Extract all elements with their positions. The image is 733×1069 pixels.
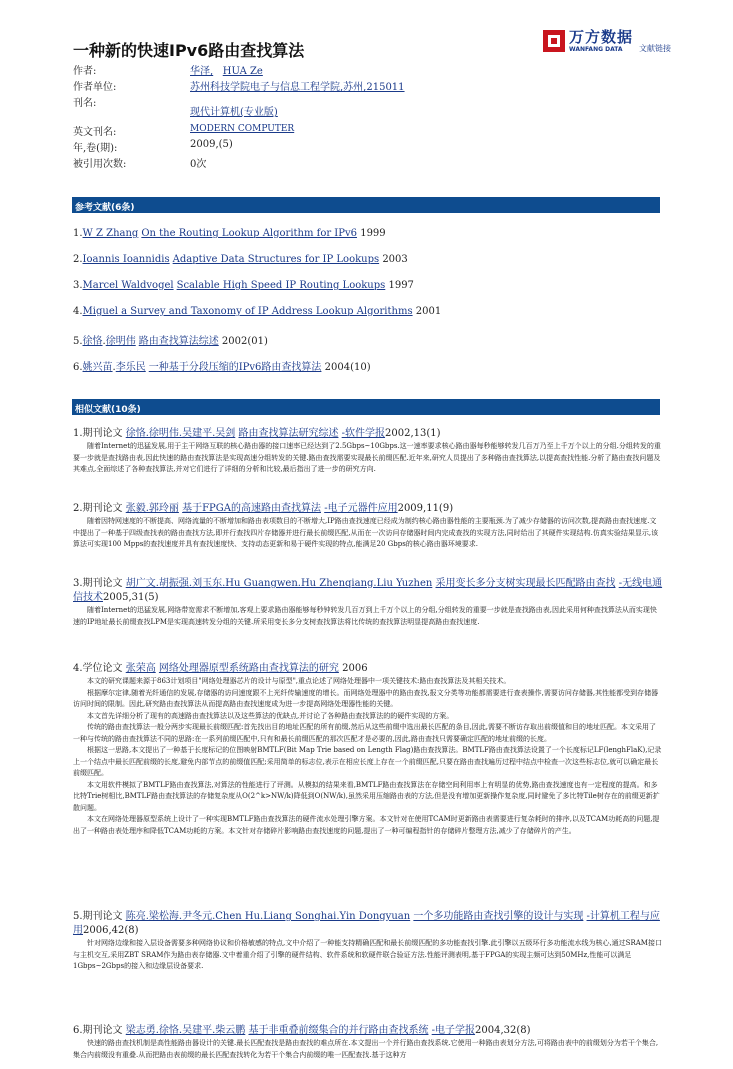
similar-abstract: 随着Internet的迅猛发展,网络带宽需求不断增加,客观上要求路由器能够每秒钟转发几百万到上千万个以上的分组,分组转发的重要一步就是查找路由表,因此采用何种查找算法从而实现快速的IP地址最长前缀查找LPM是实现高速转发分组的关键.所采用变长多分支树查找算法将比传统的查找算法明显提高路由查找速度.: [73, 606, 657, 626]
reference-item: 3.Marcel Waldvogel Scalable High Speed IP Routing Lookups 1997: [73, 280, 414, 291]
wanfang-logo[interactable]: [543, 28, 693, 54]
similar-source-link[interactable]: -无线电通信技术: [73, 578, 663, 603]
reference-title-link[interactable]: Adaptive Data Structures for IP Lookups: [172, 254, 380, 265]
meta-year-value: 2009,(5): [190, 139, 233, 150]
logo-tag: 文献链接: [639, 43, 672, 53]
similar-authors-link[interactable]: 胡广文.胡振强.刘玉东.Hu Guangwen.Hu Zhenqiang.Liu Yuzhen: [125, 578, 433, 589]
reference-author-link[interactable]: 李乐民: [115, 362, 146, 373]
meta-cited-value: 0次: [190, 159, 207, 170]
similar-authors-link[interactable]: 张荣高: [125, 663, 156, 674]
similar-source-link[interactable]: -电子学报: [431, 1025, 476, 1036]
meta-author-label: 作者:: [73, 66, 97, 77]
meta-year-row: [73, 139, 633, 155]
similar-abstract: 本文在网络处理器原型系统上设计了一种实现BMTLF路由查找算法的硬件流水处理引擎方案。本文针对在使用TCAM时更新路由表需要进行复杂耗时的排序,以及TCAM功耗高的问题,提出了一种路由表处理序和降低TCAM功耗的方案。本文针对存储碎片影响路由查找速度的问题,提出了一种可编程指针的存储碎片整理方法,减少了存储碎片的产生。: [73, 815, 660, 835]
reference-item: 2.Ioannis Ioannidis Adaptive Data Structures for IP Lookups 2003: [73, 254, 408, 265]
metadata-block: [73, 62, 633, 171]
similar-abstract: 根据摩尔定律,随着光纤通信的发展,存储器的访问速度跟不上光纤传输速度的增长。而网络处理器中的路由查找,报文分类等功能都需要进行查表操作,需要访问存储器,其性能都受到存储器访问时间的限制。因此,研究路由查找算法从而提高路由查找速度成为进一步提高网络处理器性能的关键。: [73, 688, 659, 708]
journal-link[interactable]: 现代计算机(专业版): [190, 107, 278, 118]
similar-item: 4.学位论文 张荣高 网络处理器原型系统路由查找算法的研究 2006 本文的研究课题来源于863计划项目"网络处理器芯片的设计与原型",重点论述了网络处理器中一项关键技术:路由查找算法及其相关技术。 根据摩尔定律,随着光纤通信的发展,存储器的访问速度跟不上光纤传输速度的增长。而网络处理器中的路由查找,报文分类等功能都需要进行查表操作,需要访问存储器,其性能都受到存储器访问时间的限制。因此,研究路由查找算法从而提高路由查找速度成为进一步提高网络处理器性能的关键。 本文首先详细分析了现有的高速路由查找算法以及这些算法的优缺点,并讨论了各种路由查找算法的的硬件实现的方案。 传统的路由查找算法一般分两步实现最长前缀匹配:首先找出目的地址匹配的所有前缀,然后从这些前缀中选出最长匹配的条目,因此,需要不断访存取出前缀值和目的地址匹配。本文采用了一种与传统的路由查找算法不同的思路:在一系列前缀匹配中,只有和最长前缀匹配的那次匹配才是必要的,因此,路由查找只需要确定匹配的地址前缀的长度。 根据这一思路,本文提出了一种基于长度标记的位图映射BMTLF(Bit Map Trie based on Length Flag)路由查找算法。BMTLF路由查找算法设置了一个长度标记LF(lenghFlaK),记录上一个结点中最长匹配前缀的长度,避免内部节点的前缀值匹配;采用简单的标志位,表示在相应长度上存在一个前缀匹配,只要在路由查找遍历过程中结点中检查一次这些标志位,就可以确定最长前缀匹配。 本文用软件模拟了BMTLF路由查找算法,对算法的性能进行了评测。从模拟的结果来看,BMTLF路由查找算法在存储空间利用率上有明显的优势,路由查找速度也有一定程度的提高。和多比特Trie树相比,BMTLF路由查找算法的存储复杂度从O(2^k>NW/k)降低到O(NW/k),虽然采用压缩路由表的方法,但是没有增加更新操作复杂度,同时避免了多比特Tile树存在的前缀更新扩散问题。 本文在网络处理器原型系统上设计了一种实现BMTLF路由查找算法的硬件流水处理引擎方案。本文针对在使用TCAM时更新路由表需要进行复杂耗时的排序,以及TCAM功耗高的问题,提出了一种路由表处理序和降低TCAM功耗的方案。本文针对存储碎片影响路由查找速度的问题,提出了一种可编程指针的存储碎片整理方法,减少了存储碎片的产生。: [73, 662, 663, 837]
reference-title-link[interactable]: On the Routing Lookup Algorithm for IPv6: [141, 228, 358, 239]
similar-title-link[interactable]: 采用变长多分支树实现最长匹配路由查找: [435, 578, 616, 589]
similar-source-link[interactable]: -软件学报: [341, 428, 386, 439]
en-journal-link[interactable]: MODERN COMPUTER: [190, 124, 295, 134]
meta-en-journal-label: 英文刊名:: [73, 127, 117, 138]
meta-journal-label: 刊名:: [73, 98, 97, 109]
similar-title-link[interactable]: 路由查找算法研究综述: [238, 428, 339, 439]
reference-author-link[interactable]: Marcel Waldvogel: [82, 280, 174, 291]
similar-abstract: 本文用软件模拟了BMTLF路由查找算法,对算法的性能进行了评测。从模拟的结果来看,BMTLF路由查找算法在存储空间利用率上有明显的优势,路由查找速度也有一定程度的提高。和多比特Trie树相比,BMTLF路由查找算法的存储复杂度从O(2^k>NW/k)降低到O(NW/k),虽然采用压缩路由表的方法,但是没有增加更新操作复杂度,同时避免了多比特Tile树存在的前缀更新扩散问题。: [73, 780, 660, 812]
reference-item: 5.徐恪.徐明伟 路由查找算法综述 2002(01): [73, 336, 268, 347]
reference-title-link[interactable]: 路由查找算法综述: [138, 336, 219, 347]
affiliation-link[interactable]: 苏州科技学院电子与信息工程学院,苏州,215011: [190, 82, 405, 93]
similar-abstract: 本文的研究课题来源于863计划项目"网络处理器芯片的设计与原型",重点论述了网络处理器中一项关键技术:路由查找算法及其相关技术。: [87, 677, 511, 685]
similar-abstract: 随着因特网速度的不断提高、网络流量的不断增加和路由表项数目的不断增大,IP路由查找速度已经成为制约核心路由器性能的主要瓶颈.为了减少存储器的访问次数,提高路由查找速度.文中提出了一种基于四级查找表的路由查找方法,即并行查找四片存储器并进行最长前缀匹配,从而在一次访问存储器时间内完成查找的实现方法,同时给出了其硬件实现结构.仿真实验结果显示,该算法可实现100 Mpps的查找速度并具有查找速度快、支持动态更新和易于硬件实现的特点,能满足20 Gbps的核心路由器环境要求.: [73, 517, 659, 548]
similar-title-link[interactable]: 一个多功能路由查找引擎的设计与实现: [413, 911, 584, 922]
meta-journal-row: [73, 94, 633, 117]
similar-abstract: 随着Internet的迅猛发展,用于主干网络互联的核心路由器的接口速率已经达到了2.5Gbps~10Gbps.这一速率要求核心路由器每秒能够转发几百万乃至上千万个以上的分组.分组转发的重要一步就是查找路由表,因此快速的路由查找算法是实现高速分组转发的关键.路由查找需要实现最长前缀匹配.近年来,研究人员提出了多种路由查找算法,以提高查找性能.分析了路由查找问题及其难点,全面综述了各种查找算法,并对它们进行了详细的分析和比较,最后指出了进一步的研究方向.: [73, 442, 661, 473]
similar-title-link[interactable]: 基于非重叠前缀集合的并行路由查找系统: [248, 1025, 429, 1036]
similar-abstract: 根据这一思路,本文提出了一种基于长度标记的位图映射BMTLF(Bit Map Trie based on Length Flag)路由查找算法。BMTLF路由查找算法设置了一个长度标记LF(lenghFlaK),记录上一个结点中最长匹配前缀的长度,避免内部节点的前缀值匹配;采用简单的标志位,表示在相应长度上存在一个前缀匹配,只要在路由查找遍历过程中结点中检查一次这些标志位,就可以确定最长前缀匹配。: [73, 746, 662, 777]
similar-item: 6.期刊论文 梁志勇.徐恪.吴建平.柴云鹏 基于非重叠前缀集合的并行路由查找系统 -电子学报2004,32(8) 快速的路由查找机制是高性能路由器设计的关键.最长匹配查找是路由查找的难点所在.本文提出一个并行路由查找系统.它使用一种路由表划分方法,可将路由表中的前缀划分为若干个集合,集合内前缀没有重叠.从而把路由表前缀的最长匹配查找转化为若干个集合内前缀的唯一匹配查找.基于这种方: [73, 1024, 663, 1061]
document-title: 一种新的快速IPv6路由查找算法: [73, 41, 305, 60]
similar-title-link[interactable]: 基于FPGA的高速路由查找算法: [182, 503, 321, 514]
meta-author-row: [73, 62, 633, 78]
meta-affiliation-label: 作者单位:: [73, 82, 117, 93]
similar-item: 2.期刊论文 张毅.郭玲丽 基于FPGA的高速路由查找算法 -电子元器件应用2009,11(9) 随着因特网速度的不断提高、网络流量的不断增加和路由表项数目的不断增大,IP路由查找速度已经成为制约核心路由器性能的主要瓶颈.为了减少存储器的访问次数,提高路由查找速度.文中提出了一种基于四级查找表的路由查找方法,即并行查找四片存储器并进行最长前缀匹配,从而在一次访问存储器时间内完成查找的实现方法,同时给出了其硬件实现结构.仿真实验结果显示,该算法可实现100 Mpps的查找速度并具有查找速度快、支持动态更新和易于硬件实现的特点,能满足20 Gbps的核心路由器环境要求.: [73, 502, 663, 551]
similar-authors-link[interactable]: 徐恪.徐明伟.吴建平.吴剑: [125, 428, 236, 439]
reference-author-link[interactable]: 徐恪: [82, 336, 103, 347]
reference-author-link[interactable]: 徐明伟: [105, 336, 136, 347]
reference-title-link[interactable]: Scalable High Speed IP Routing Lookups: [176, 280, 386, 291]
meta-cited-label: 被引用次数:: [73, 159, 127, 170]
logo-cn: 万方数据: [569, 27, 634, 46]
meta-year-label: 年,卷(期):: [73, 143, 118, 154]
wanfang-logo-icon: [543, 30, 565, 52]
reference-author-link[interactable]: 姚兴苗: [82, 362, 113, 373]
author-link[interactable]: 华泽,: [190, 66, 214, 77]
similar-item: 1.期刊论文 徐恪.徐明伟.吴建平.吴剑 路由查找算法研究综述 -软件学报2002,13(1) 随着Internet的迅猛发展,用于主干网络互联的核心路由器的接口速率已经达到了2.5Gbps~10Gbps.这一速率要求核心路由器每秒能够转发几百万乃至上千万个以上的分组.分组转发的重要一步就是查找路由表,因此快速的路由查找算法是实现高速分组转发的关键.路由查找需要实现最长前缀匹配.近年来,研究人员提出了多种路由查找算法,以提高查找性能.分析了路由查找问题及其难点,全面综述了各种查找算法,并对它们进行了详细的分析和比较,最后指出了进一步的研究方向.: [73, 427, 663, 476]
reference-author-link[interactable]: Ioannis Ioannidis: [82, 254, 170, 265]
reference-author-link[interactable]: Miguel a Survey and Taxonomy of IP Address Lookup Algorithms: [82, 306, 413, 317]
similar-authors-link[interactable]: 梁志勇.徐恪.吴建平.柴云鹏: [125, 1025, 246, 1036]
author-link[interactable]: HUA Ze: [222, 66, 263, 77]
similar-title-link[interactable]: 网络处理器原型系统路由查找算法的研究: [158, 663, 339, 674]
similar-abstract: 针对网络边缘和接入层设备需要多种网络协议和价格敏感的特点,文中介绍了一种能支持精确匹配和最长前缀匹配的多功能查找引擎.此引擎以五级环行多功能流水线为核心,通过SRAM接口与主机交互,采用ZBT SRAM作为路由表存储器.文中着重介绍了引擎的硬件结构、软件系统和软硬件联合验证方法.性能评测表明,基于FPGA的实现主频可达到50MHz,性能可以满足1Gbps~2Gbps的接入和边缘层设备要求.: [73, 939, 662, 970]
meta-en-journal-row: [73, 123, 633, 139]
similar-abstract: 传统的路由查找算法一般分两步实现最长前缀匹配:首先找出目的地址匹配的所有前缀,然后从这些前缀中选出最长匹配的条目,因此,需要不断访存取出前缀值和目的地址匹配。本文采用了一种与传统的路由查找算法不同的思路:在一系列前缀匹配中,只有和最长前缀匹配的那次匹配才是必要的,因此,路由查找只需要确定匹配的地址前缀的长度。: [73, 723, 657, 743]
reference-item: 1.W Z Zhang On the Routing Lookup Algorithm for IPv6 1999: [73, 228, 386, 239]
similar-authors-link[interactable]: 陈亮.梁松海.尹冬元.Chen Hu.Liang Songhai.Yin Dongyuan: [125, 911, 411, 922]
reference-title-link[interactable]: 一种基于分段压缩的IPv6路由查找算法: [148, 362, 322, 373]
similar-item: 3.期刊论文 胡广文.胡振强.刘玉东.Hu Guangwen.Hu Zhenqiang.Liu Yuzhen 采用变长多分支树实现最长匹配路由查找 -无线电通信技术2005,31(5) 随着Internet的迅猛发展,网络带宽需求不断增加,客观上要求路由器能够每秒钟转发几百万到上千万个以上的分组,分组转发的重要一步就是查找路由表,因此采用何种查找算法从而实现快速的IP地址最长前缀查找LPM是实现高速转发分组的关键.所采用变长多分支树查找算法将比传统的查找算法明显提高路由查找速度.: [73, 577, 663, 628]
similar-header: 相似文献(10条): [72, 399, 660, 415]
similar-abstract: 本文首先详细分析了现有的高速路由查找算法以及这些算法的优缺点,并讨论了各种路由查找算法的的硬件实现的方案。: [87, 711, 454, 720]
logo-en: WANFANG DATA: [569, 45, 623, 53]
reference-item: 4.Miguel a Survey and Taxonomy of IP Address Lookup Algorithms 2001: [73, 306, 442, 317]
similar-authors-link[interactable]: 张毅.郭玲丽: [125, 503, 179, 514]
similar-item: 5.期刊论文 陈亮.梁松海.尹冬元.Chen Hu.Liang Songhai.Yin Dongyuan 一个多功能路由查找引擎的设计与实现 -计算机工程与应用2006,42(8) 针对网络边缘和接入层设备需要多种网络协议和价格敏感的特点,文中介绍了一种能支持精确匹配和最长前缀匹配的多功能查找引擎.此引擎以五级环行多功能流水线为核心,通过SRAM接口与主机交互,采用ZBT SRAM作为路由表存储器.文中着重介绍了引擎的硬件结构、软件系统和软硬件联合验证方法.性能评测表明,基于FPGA的实现主频可达到50MHz,性能可以满足1Gbps~2Gbps的接入和边缘层设备要求.: [73, 910, 663, 973]
references-header: 参考文献(6条): [72, 197, 660, 213]
similar-abstract: 快速的路由查找机制是高性能路由器设计的关键.最长匹配查找是路由查找的难点所在.本文提出一个并行路由查找系统.它使用一种路由表划分方法,可将路由表中的前缀划分为若干个集合,集合内前缀没有重叠.从而把路由表前缀的最长匹配查找转化为若干个集合内前缀的唯一匹配查找.基于这种方: [73, 1039, 659, 1059]
meta-cited-row: [73, 155, 633, 171]
reference-item: 6.姚兴苗.李乐民 一种基于分段压缩的IPv6路由查找算法 2004(10): [73, 362, 371, 373]
reference-author-link[interactable]: W Z Zhang: [82, 228, 139, 239]
similar-source-link[interactable]: -计算机工程与应用: [73, 911, 660, 936]
meta-affiliation-row: [73, 78, 633, 94]
similar-source-link[interactable]: -电子元器件应用: [324, 503, 398, 514]
